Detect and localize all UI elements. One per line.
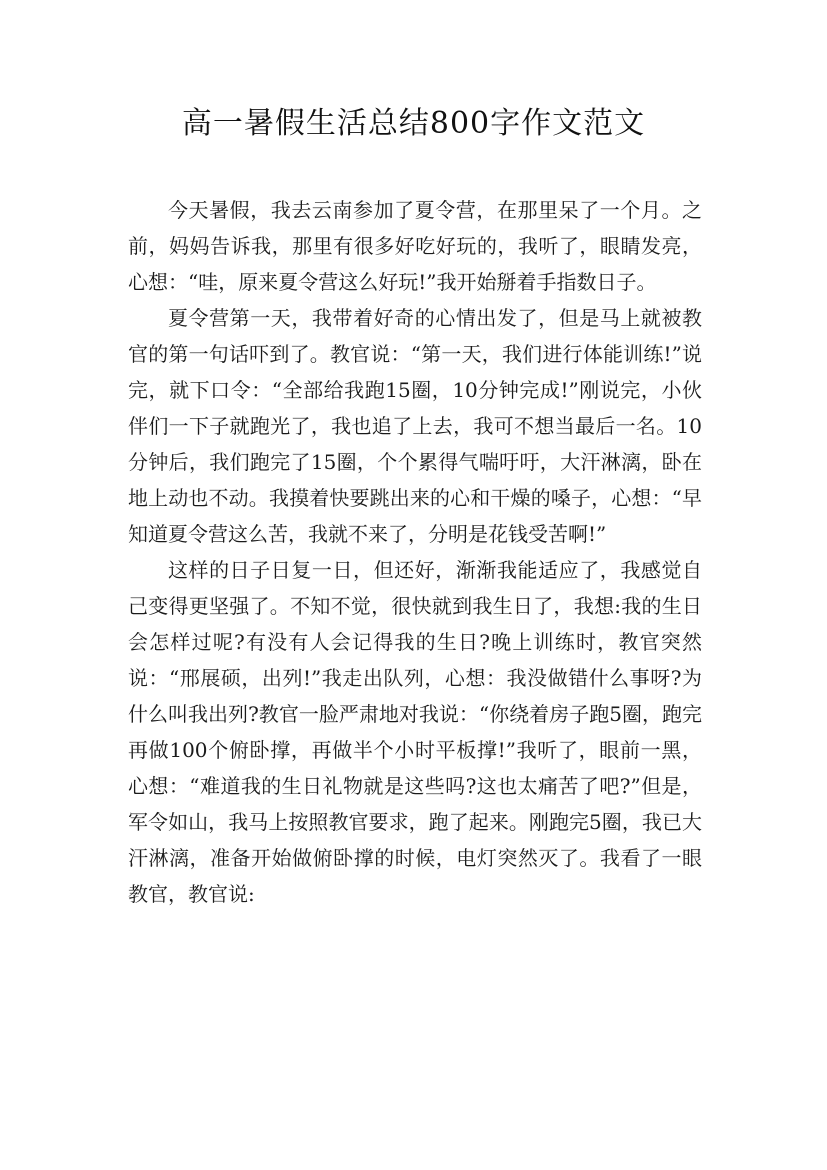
paragraph: 今天暑假，我去云南参加了夏令营，在那里呆了一个月。之前，妈妈告诉我，那里有很多好吃好玩的，我听了，眼睛发亮，心想：“哇，原来夏令营这么好玩!”我开始掰着手指数日子。 <box>128 198 702 294</box>
document-title: 高一暑假生活总结800字作文范文 <box>181 106 646 141</box>
paragraph: 夏令营第一天，我带着好奇的心情出发了，但是马上就被教官的第一句话吓到了。教官说：“第一天，我们进行体能训练!”说完，就下口令：“全部给我跑15圈，10分钟完成!”刚说完，小伙伴们一下子就跑光了，我也追了上去，我可不想当最后一名。10分钟后，我们跑完了15圈，个个累得气喘吁吁，大汗淋漓，卧在地上动也不动。我摸着快要跳出来的心和干燥的嗓子，心想：“早知道夏令营这么苦，我就不来了，分明是花钱受苦啊!” <box>128 306 702 546</box>
document-body <box>128 192 702 912</box>
paragraph: 这样的日子日复一日，但还好，渐渐我能适应了，我感觉自己变得更坚强了。不知不觉，很快就到我生日了，我想:我的生日会怎样过呢?有没有人会记得我的生日?晚上训练时，教官突然说：“邢展硕，出列!”我走出队列，心想：我没做错什么事呀?为什么叫我出列?教官一脸严肃地对我说：“你绕着房子跑5圈，跑完再做100个俯卧撑，再做半个小时平板撑!”我听了，眼前一黑，心想：“难道我的生日礼物就是这些吗?这也太痛苦了吧?”但是，军令如山，我马上按照教官要求，跑了起来。刚跑完5圈，我已大汗淋漓，准备开始做俯卧撑的时候，电灯突然灭了。我看了一眼教官，教官说: <box>128 558 702 906</box>
